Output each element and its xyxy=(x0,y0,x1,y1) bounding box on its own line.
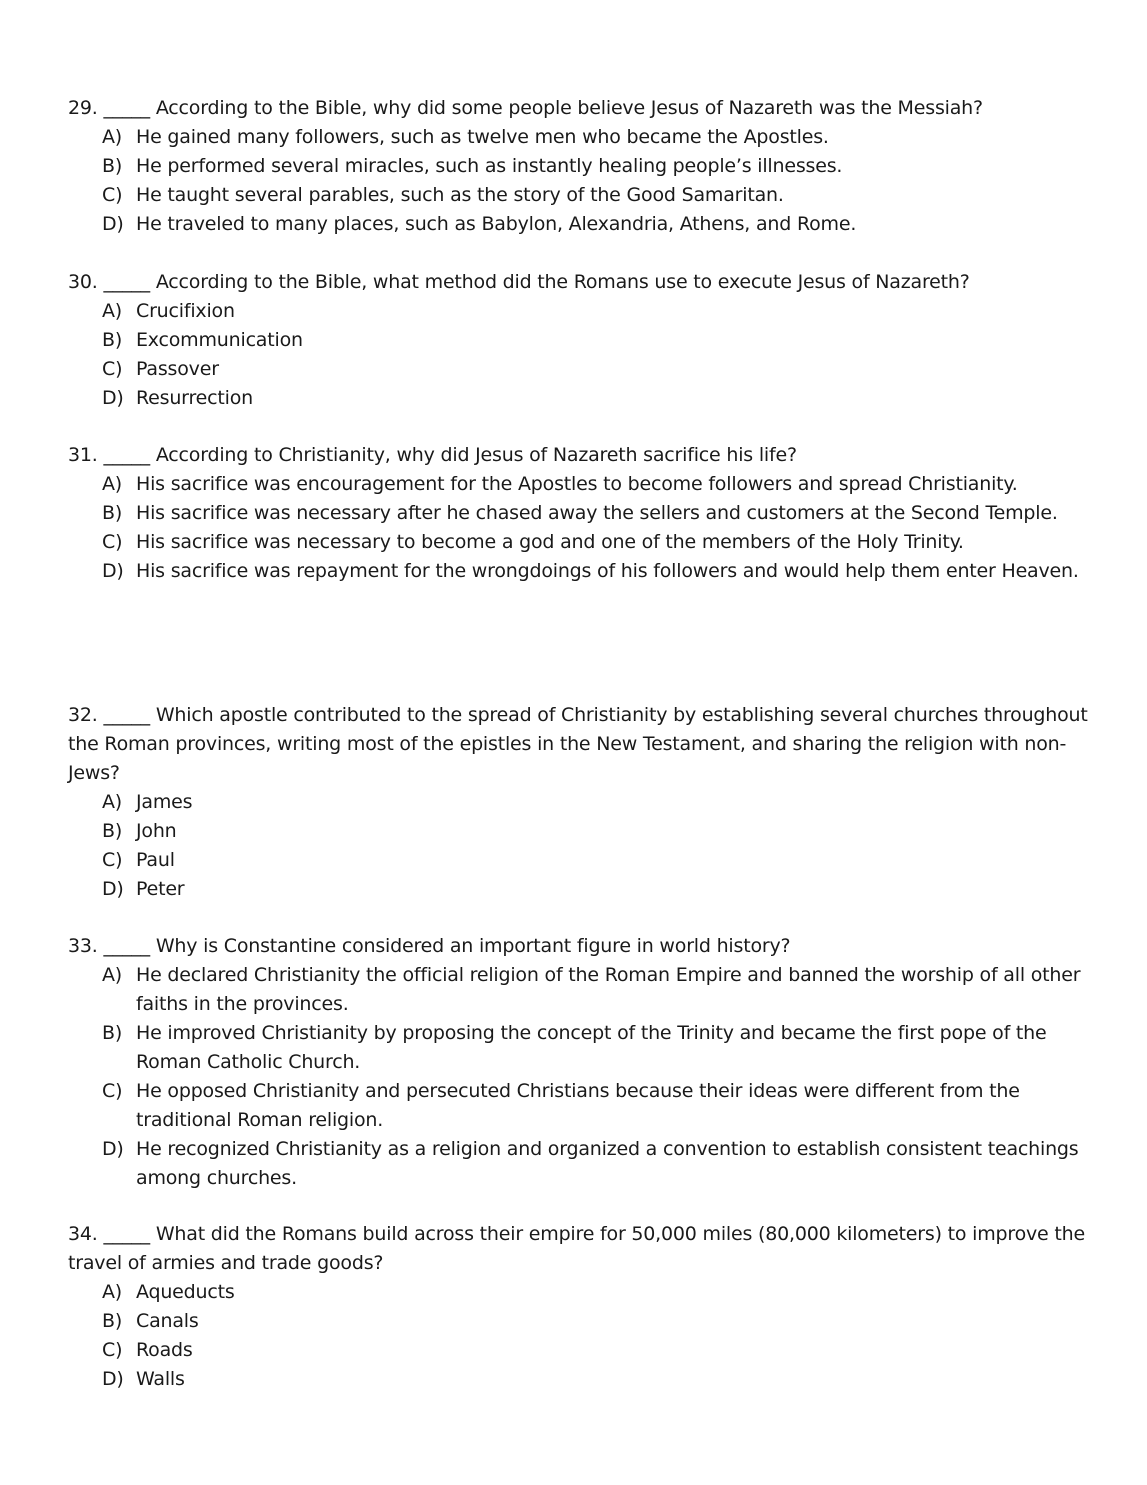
question-prompt: Which apostle contributed to the spread of Christianity by establishing several churches throughout the Roman provinces, writing most of the epistles in the New Testament, and sharing the religion with non-Jews? xyxy=(68,704,1088,784)
option-text: Excommunication xyxy=(136,329,303,351)
option-text: He declared Christianity the official religion of the Roman Empire and banned the worship of all other faiths in the provinces. xyxy=(136,964,1081,1015)
option-b xyxy=(68,1307,1088,1336)
question-stem xyxy=(68,701,1088,788)
answer-blank: _____ xyxy=(103,935,150,957)
question-number: 31. xyxy=(68,444,98,466)
option-c xyxy=(68,181,1088,210)
question-stem xyxy=(68,94,1088,123)
option-b xyxy=(68,152,1088,181)
option-d xyxy=(68,384,1088,413)
question-stem xyxy=(68,1220,1088,1278)
option-letter: D) xyxy=(102,560,124,582)
option-letter: A) xyxy=(102,126,123,148)
question-34 xyxy=(68,1220,1088,1394)
option-b xyxy=(68,817,1088,846)
option-letter: C) xyxy=(102,531,123,553)
answer-blank: _____ xyxy=(103,704,150,726)
option-text: His sacrifice was necessary after he chased away the sellers and customers at the Second Temple. xyxy=(136,502,1058,524)
option-c xyxy=(68,1077,1088,1135)
option-letter: B) xyxy=(102,329,123,351)
option-text: He opposed Christianity and persecuted Christians because their ideas were different from the traditional Roman religion. xyxy=(136,1080,1020,1131)
question-stem xyxy=(68,268,1088,297)
question-prompt: Why is Constantine considered an important figure in world history? xyxy=(155,935,791,957)
option-text: His sacrifice was encouragement for the Apostles to become followers and spread Christianity. xyxy=(136,473,1018,495)
option-letter: B) xyxy=(102,1022,123,1044)
option-letter: B) xyxy=(102,1310,123,1332)
option-text: Peter xyxy=(136,878,185,900)
answer-blank: _____ xyxy=(103,271,150,293)
option-c xyxy=(68,355,1088,384)
option-c xyxy=(68,528,1088,557)
question-32 xyxy=(68,701,1088,904)
answer-blank: _____ xyxy=(103,444,150,466)
option-a xyxy=(68,788,1088,817)
answer-blank: _____ xyxy=(103,97,150,119)
question-number: 34. xyxy=(68,1223,98,1245)
question-31 xyxy=(68,441,1088,586)
option-d xyxy=(68,210,1088,239)
question-30 xyxy=(68,268,1088,413)
option-text: Paul xyxy=(136,849,175,871)
option-letter: D) xyxy=(102,878,124,900)
question-stem xyxy=(68,932,1088,961)
option-d xyxy=(68,1135,1088,1193)
option-text: He recognized Christianity as a religion and organized a convention to establish consistent teachings among churches. xyxy=(136,1138,1079,1189)
option-b xyxy=(68,499,1088,528)
option-letter: C) xyxy=(102,849,123,871)
question-prompt: According to the Bible, what method did the Romans use to execute Jesus of Nazareth? xyxy=(155,271,970,293)
option-c xyxy=(68,1336,1088,1365)
option-letter: D) xyxy=(102,213,124,235)
option-text: Resurrection xyxy=(136,387,253,409)
option-text: He traveled to many places, such as Babylon, Alexandria, Athens, and Rome. xyxy=(136,213,857,235)
question-number: 33. xyxy=(68,935,98,957)
answer-options xyxy=(68,961,1088,1193)
option-letter: B) xyxy=(102,155,123,177)
option-b xyxy=(68,326,1088,355)
question-prompt: According to the Bible, why did some people believe Jesus of Nazareth was the Messiah? xyxy=(155,97,983,119)
option-text: His sacrifice was repayment for the wrongdoings of his followers and would help them enter Heaven. xyxy=(136,560,1079,582)
question-prompt: What did the Romans build across their empire for 50,000 miles (80,000 kilometers) to improve the travel of armies and trade goods? xyxy=(68,1223,1085,1274)
option-a xyxy=(68,123,1088,152)
option-text: Aqueducts xyxy=(136,1281,235,1303)
option-letter: A) xyxy=(102,300,123,322)
option-letter: A) xyxy=(102,1281,123,1303)
answer-options xyxy=(68,788,1088,904)
option-letter: C) xyxy=(102,1080,123,1102)
question-number: 32. xyxy=(68,704,98,726)
option-d xyxy=(68,557,1088,586)
option-text: He taught several parables, such as the story of the Good Samaritan. xyxy=(136,184,784,206)
option-letter: B) xyxy=(102,820,123,842)
option-letter: A) xyxy=(102,964,123,986)
option-a xyxy=(68,961,1088,1019)
option-text: He gained many followers, such as twelve men who became the Apostles. xyxy=(136,126,829,148)
answer-options xyxy=(68,1278,1088,1394)
option-d xyxy=(68,1365,1088,1394)
option-text: His sacrifice was necessary to become a god and one of the members of the Holy Trinity. xyxy=(136,531,964,553)
option-letter: C) xyxy=(102,1339,123,1361)
option-c xyxy=(68,846,1088,875)
option-b xyxy=(68,1019,1088,1077)
option-text: Passover xyxy=(136,358,219,380)
option-text: John xyxy=(136,820,177,842)
option-text: Roads xyxy=(136,1339,193,1361)
option-a xyxy=(68,1278,1088,1307)
option-text: He improved Christianity by proposing the concept of the Trinity and became the first pope of the Roman Catholic Church. xyxy=(136,1022,1047,1073)
question-33 xyxy=(68,932,1088,1193)
answer-blank: _____ xyxy=(103,1223,150,1245)
option-d xyxy=(68,875,1088,904)
question-stem xyxy=(68,441,1088,470)
option-letter: D) xyxy=(102,1368,124,1390)
option-text: Canals xyxy=(136,1310,199,1332)
answer-options xyxy=(68,470,1088,586)
question-number: 29. xyxy=(68,97,98,119)
option-a xyxy=(68,470,1088,499)
option-letter: D) xyxy=(102,1138,124,1160)
question-number: 30. xyxy=(68,271,98,293)
option-letter: A) xyxy=(102,791,123,813)
question-prompt: According to Christianity, why did Jesus of Nazareth sacrifice his life? xyxy=(155,444,797,466)
option-text: James xyxy=(136,791,193,813)
option-letter: B) xyxy=(102,502,123,524)
answer-options xyxy=(68,297,1088,413)
option-letter: D) xyxy=(102,387,124,409)
option-text: Walls xyxy=(136,1368,185,1390)
option-letter: C) xyxy=(102,358,123,380)
option-text: He performed several miracles, such as instantly healing people’s illnesses. xyxy=(136,155,843,177)
option-a xyxy=(68,297,1088,326)
option-letter: C) xyxy=(102,184,123,206)
question-29 xyxy=(68,94,1088,239)
option-text: Crucifixion xyxy=(136,300,235,322)
option-letter: A) xyxy=(102,473,123,495)
answer-options xyxy=(68,123,1088,239)
